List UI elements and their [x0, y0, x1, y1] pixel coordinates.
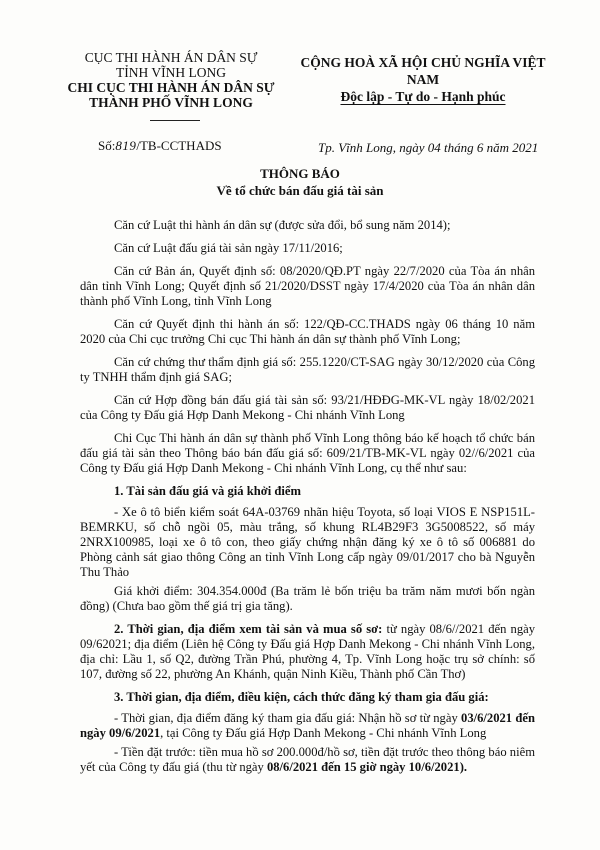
paragraph-legal-basis-6: Căn cứ Hợp đồng bán đấu giá tài sản số: 93/21/HĐĐG-MK-VL ngày 18/02/2021 của Công ty Đấu giá Hợp Danh Mekong - Chi nhánh Vĩnh Long [80, 393, 535, 422]
title-subject: Về tổ chức bán đấu giá tài sản [216, 183, 384, 198]
registration-time [80, 711, 535, 741]
section-1-heading: 1. Tài sản đấu giá và giá khởi điểm [114, 484, 301, 498]
paragraph-legal-basis-2: Căn cứ Luật đấu giá tài sản ngày 17/11/2016; [114, 241, 343, 255]
registration-text-2: , tại Công ty Đấu giá Hợp Danh Mekong - Chi nhánh Vĩnh Long [160, 726, 487, 740]
doc-number-suffix: /TB-CCTHADS [136, 138, 222, 153]
paragraph-legal-basis-3: Căn cứ Bản án, Quyết định số: 08/2020/QĐ.PT ngày 22/7/2020 của Tòa án nhân dân tỉnh Vĩnh Long; Quyết định số 21/2020/DSST ngày 17/4/2020 của Tòa án nhân dân thành phố Vĩnh Long, tỉnh Vĩnh Long [80, 264, 535, 308]
agency-line-2: TỈNH VĨNH LONG [116, 65, 226, 80]
asset-description: - Xe ô tô biển kiểm soát 64A-03769 nhãn hiệu Toyota, số loại VIOS E NSP151L-BEMRKU, số chỗ ngồi 05, màu trắng, số khung RL4B29F3 3G5008522, số máy 2NRX100985, loại xe ô tô con, theo giấy chứng nhận đăng ký xe ô tô số 006881 do Phòng cảnh sát giao thông Công an tỉnh Vĩnh Long cấp ngày 09/01/2017 cho bà Nguyễn Thu Thảo [80, 505, 535, 579]
header-divider [150, 120, 200, 121]
agency-line-4: THÀNH PHỐ VĨNH LONG [89, 95, 253, 110]
document-number [98, 138, 222, 154]
paragraph-announcement: Chi Cục Thi hành án dân sự thành phố Vĩnh Long thông báo kế hoạch tổ chức bán đấu giá tài sản theo Thông báo bán đấu giá số: 609/21/TB-MK-VL ngày 02//6/2021 của Công ty Đấu giá Hợp Danh Mekong - Chi nhánh Vĩnh Long, cụ thể như sau: [80, 431, 535, 475]
agency-line-3: CHI CỤC THI HÀNH ÁN DÂN SỰ [67, 80, 275, 95]
starting-price: Giá khởi điểm: 304.354.000đ (Ba trăm lẻ bốn triệu ba trăm năm mươi bốn ngàn đồng) (Chưa bao gồm thế giá trị gia tăng). [80, 584, 535, 613]
section-3-heading: 3. Thời gian, địa điểm, điều kiện, cách thức đăng ký tham gia đấu giá: [114, 690, 489, 704]
registration-text-1: - Thời gian, địa điểm đăng ký tham gia đấu giá: Nhận hồ sơ từ ngày [114, 711, 462, 725]
deposit-dates: 08/6/2021 đến 15 giờ ngày 10/6/2021). [266, 760, 468, 774]
registration-dates: 03/6/2021 đến ngày 09/6/2021 [80, 711, 535, 740]
paragraph-legal-basis-1: Căn cứ Luật thi hành án dân sự (được sửa đổi, bổ sung năm 2014); [114, 218, 451, 232]
doc-number-prefix: Số: [98, 138, 116, 153]
issuing-agency-header [56, 50, 286, 110]
document-body [80, 218, 535, 783]
agency-line-1: CỤC THI HÀNH ÁN DÂN SỰ [84, 50, 258, 65]
national-name: CỘNG HOÀ XÃ HỘI CHỦ NGHĨA VIỆT NAM [300, 55, 546, 87]
section-2-paragraph [80, 622, 535, 682]
document-title [0, 165, 600, 199]
section-2-heading: 2. Thời gian, địa điểm xem tài sản và mua số sơ: [114, 622, 383, 636]
section-2-text: từ ngày 08/6//2021 đến ngày 09/62021; địa điểm (Liên hệ Công ty Đấu giá Hợp Danh Mekong - Chi nhánh Vĩnh Long, địa chỉ: Lầu 1, số Q2, đường Trần Phú, phường 4, Tp. Vĩnh Long hoặc trụ sở chính: số 107, đường số 22, phường An Khánh, quận Ninh Kiều, Thành phố Cần Thơ) [80, 622, 535, 681]
paragraph-legal-basis-4: Căn cứ Quyết định thi hành án số: 122/QĐ-CC.THADS ngày 06 tháng 10 năm 2020 của Chi cục trưởng Chi cục Thi hành án dân sự thành phố Vĩnh Long; [80, 317, 535, 346]
deposit-text-1: - Tiền đặt trước: tiền mua hồ sơ 200.000đ/hồ sơ, tiền đặt trước theo thông báo niêm yết của Công ty đấu giá (thu từ ngày [80, 745, 535, 774]
national-motto: Độc lập - Tự do - Hạnh phúc [340, 89, 506, 104]
deposit-info [80, 745, 535, 775]
doc-number-value: 819 [115, 138, 137, 153]
place-and-date: Tp. Vĩnh Long, ngày 04 tháng 6 năm 2021 [318, 140, 539, 155]
title-main: THÔNG BÁO [260, 166, 340, 181]
national-header [298, 54, 548, 105]
paragraph-legal-basis-5: Căn cứ chứng thư thẩm định giá số: 255.1220/CT-SAG ngày 30/12/2020 của Công ty TNHH thẩm định giá SAG; [80, 355, 535, 384]
